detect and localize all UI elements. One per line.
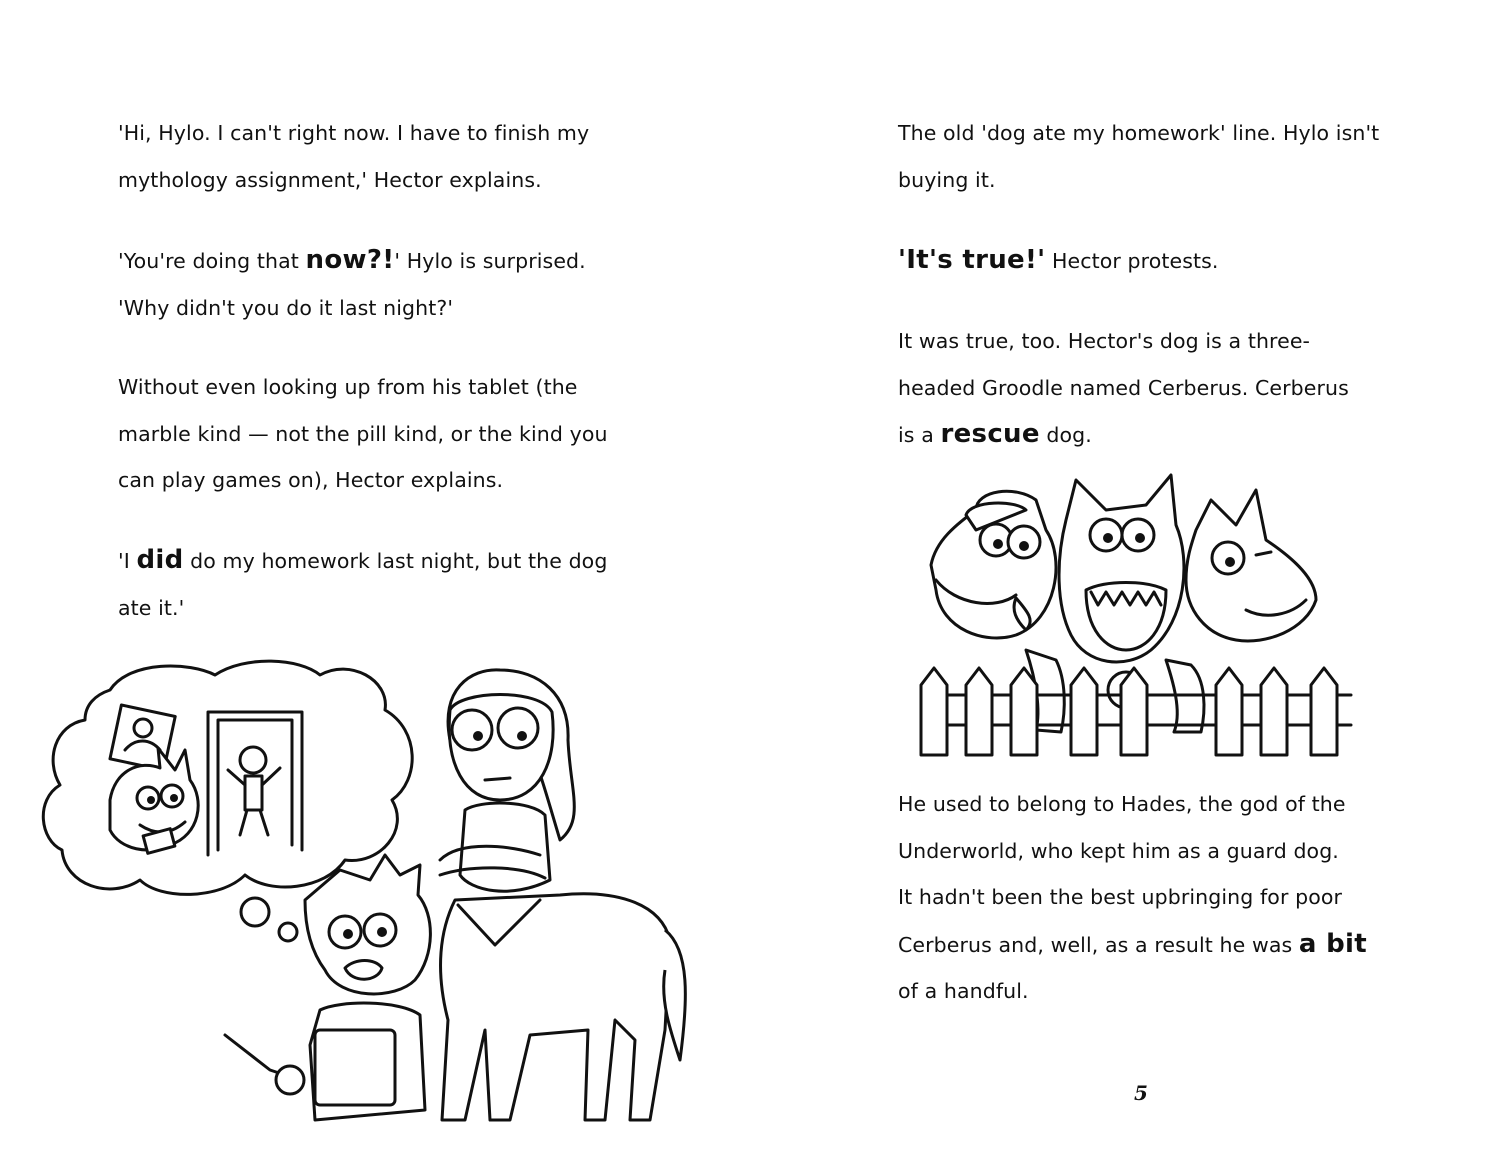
text-line: 'Hi, Hylo. I can't right now. I have to finish my	[118, 121, 590, 145]
text-line: Cerberus and, well, as a result he was a bit	[898, 928, 1367, 959]
paragraph-dog-ate-it	[118, 537, 607, 631]
text-line: mythology assignment,' Hector explains.	[118, 167, 542, 192]
text-line: 'It's true!' Hector protests.	[898, 245, 1219, 275]
paragraph-groodle	[898, 318, 1349, 459]
paragraph-hi-hylo	[118, 110, 589, 203]
text-line: headed Groodle named Cerberus. Cerberus	[898, 375, 1349, 400]
text-line: buying it.	[898, 167, 996, 192]
text-line: He used to belong to Hades, the god of the	[898, 792, 1346, 816]
text-line: is a rescue dog.	[898, 419, 1092, 449]
paragraph-doing-that-now	[118, 237, 586, 331]
emphasis-its-true: 'It's true!'	[898, 245, 1046, 275]
paragraph-hades	[898, 781, 1367, 1015]
page-number: 5	[1134, 1081, 1148, 1105]
text-line: 'I did do my homework last night, but the dog	[118, 545, 608, 575]
emphasis-did: did	[136, 545, 184, 575]
text-line: of a handful.	[898, 979, 1029, 1003]
cerberus-middle-head	[1059, 475, 1184, 708]
text-line: Without even looking up from his tablet (the	[118, 375, 578, 399]
picket-fence	[921, 668, 1351, 755]
text-line: ate it.'	[118, 595, 185, 620]
cerberus-illustration	[916, 470, 1356, 760]
text-line: It hadn't been the best upbringing for poor	[898, 885, 1343, 909]
paragraph-without-looking-up	[118, 364, 608, 504]
cerberus-left-head	[931, 491, 1056, 638]
hylo-centaur-character	[440, 670, 685, 1120]
text-line: It was true, too. Hector's dog is a three-	[898, 329, 1311, 353]
paragraph-old-line	[898, 110, 1379, 203]
paragraph-its-true	[898, 237, 1219, 285]
hector-character	[225, 855, 430, 1120]
text-line: 'You're doing that now?!' Hylo is surprised.	[118, 245, 586, 275]
emphasis-a-bit: a bit	[1298, 928, 1367, 959]
right-page	[756, 0, 1512, 1170]
emphasis-now: now?!	[305, 245, 395, 275]
hector-hylo-illustration	[40, 650, 720, 1160]
text-line: 'Why didn't you do it last night?'	[118, 295, 454, 320]
text-line: marble kind — not the pill kind, or the kind you	[118, 421, 608, 446]
emphasis-rescue: rescue	[940, 419, 1040, 449]
cerberus-right-head	[1186, 490, 1316, 641]
text-line: The old 'dog ate my homework' line. Hylo isn't	[898, 121, 1380, 145]
text-line: can play games on), Hector explains.	[118, 468, 504, 492]
text-line: Underworld, who kept him as a guard dog.	[898, 838, 1339, 863]
